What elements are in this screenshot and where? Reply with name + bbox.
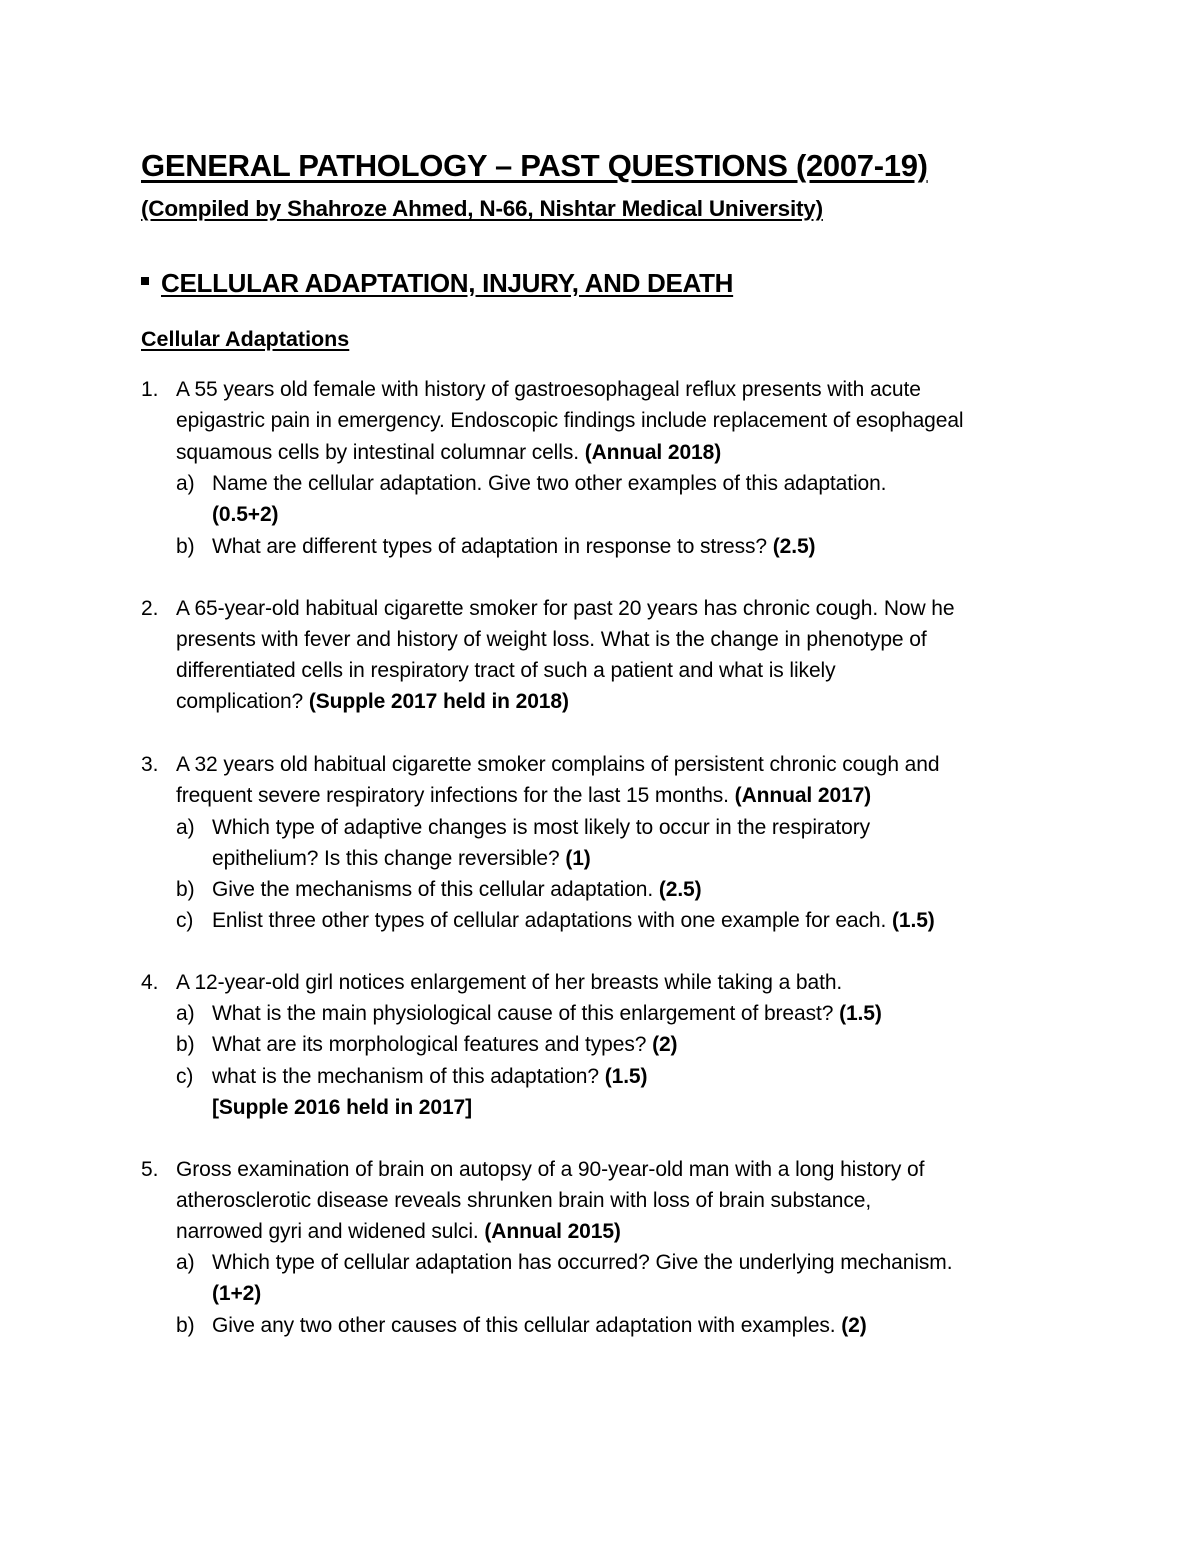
part-marks: (2.5) bbox=[772, 535, 816, 558]
part-marks: (2) bbox=[652, 1033, 678, 1056]
question-text-line: presents with fever and history of weight loss. What is the change in phenotype of bbox=[176, 628, 927, 651]
page-subtitle: (Compiled by Shahroze Ahmed, N-66, Nishtar Medical University) bbox=[141, 196, 823, 221]
question-text: narrowed gyri and widened sulci. bbox=[176, 1220, 479, 1243]
question-number: 2. bbox=[141, 597, 159, 620]
exam-source: (Annual 2017) bbox=[734, 784, 872, 807]
part-letter: c) bbox=[176, 909, 194, 932]
part-text bbox=[212, 1032, 677, 1058]
part-letter: a) bbox=[176, 816, 195, 839]
subsection-heading: Cellular Adaptations bbox=[141, 327, 350, 351]
question-text-line bbox=[176, 1219, 621, 1245]
question-number: 1. bbox=[141, 378, 159, 401]
part-letter: a) bbox=[176, 472, 195, 495]
part-marks: (1.5) bbox=[604, 1065, 648, 1088]
part-text bbox=[212, 877, 702, 903]
question-number: 4. bbox=[141, 971, 159, 994]
part-text bbox=[212, 1064, 647, 1090]
question-text-line bbox=[176, 783, 871, 809]
part-text: Name the cellular adaptation. Give two other examples of this adaptation. bbox=[212, 472, 887, 495]
question-text-line: Gross examination of brain on autopsy of a 90-year-old man with a long history of bbox=[176, 1158, 925, 1181]
part-text bbox=[212, 1313, 867, 1339]
question-text-line: A 12-year-old girl notices enlargement of her breasts while taking a bath. bbox=[176, 971, 843, 994]
question-number: 5. bbox=[141, 1158, 159, 1181]
part-text-content: Enlist three other types of cellular adaptations with one example for each. bbox=[212, 909, 887, 932]
part-marks: (1.5) bbox=[891, 909, 935, 932]
part-text: Which type of cellular adaptation has occurred? Give the underlying mechanism. bbox=[212, 1251, 953, 1274]
exam-source: (Supple 2017 held in 2018) bbox=[308, 690, 569, 713]
question-text-line: epigastric pain in emergency. Endoscopic findings include replacement of esophageal bbox=[176, 409, 964, 432]
part-text bbox=[212, 1001, 882, 1027]
part-marks: (1.5) bbox=[839, 1002, 882, 1025]
square-bullet-icon bbox=[141, 277, 149, 285]
exam-source: [Supple 2016 held in 2017] bbox=[212, 1096, 472, 1119]
part-text-content: Give the mechanisms of this cellular adaptation. bbox=[212, 878, 654, 901]
question-text: frequent severe respiratory infections for the last 15 months. bbox=[176, 784, 729, 807]
question-text-line: A 32 years old habitual cigarette smoker complains of persistent chronic cough and bbox=[176, 753, 940, 776]
part-letter: b) bbox=[176, 1314, 195, 1337]
part-text bbox=[212, 534, 815, 560]
question-text-line bbox=[176, 689, 569, 715]
part-text bbox=[212, 846, 591, 872]
question-text-line: atherosclerotic disease reveals shrunken brain with loss of brain substance, bbox=[176, 1189, 872, 1212]
question-text-line: A 65-year-old habitual cigarette smoker for past 20 years has chronic cough. Now he bbox=[176, 597, 955, 620]
part-text-content: What are different types of adaptation in response to stress? bbox=[212, 535, 768, 558]
part-marks: (1) bbox=[565, 847, 591, 870]
exam-source: (Annual 2018) bbox=[584, 441, 722, 464]
part-text-content: epithelium? Is this change reversible? bbox=[212, 847, 560, 870]
part-letter: a) bbox=[176, 1251, 195, 1274]
part-letter: b) bbox=[176, 1033, 195, 1056]
part-marks: (1+2) bbox=[212, 1282, 262, 1305]
page-title: GENERAL PATHOLOGY – PAST QUESTIONS (2007-19) bbox=[141, 148, 928, 183]
part-letter: c) bbox=[176, 1065, 194, 1088]
part-marks: (0.5+2) bbox=[212, 503, 279, 526]
part-text-content: Give any two other causes of this cellular adaptation with examples. bbox=[212, 1314, 836, 1337]
section-heading bbox=[141, 268, 733, 299]
exam-source: (Annual 2015) bbox=[484, 1220, 621, 1243]
part-letter: a) bbox=[176, 1002, 195, 1025]
part-letter: b) bbox=[176, 535, 195, 558]
part-text: Which type of adaptive changes is most likely to occur in the respiratory bbox=[212, 816, 871, 839]
part-text bbox=[212, 908, 935, 934]
question-number: 3. bbox=[141, 753, 159, 776]
question-text: complication? bbox=[176, 690, 304, 713]
question-text-line: A 55 years old female with history of gastroesophageal reflux presents with acute bbox=[176, 378, 921, 401]
question-text: squamous cells by intestinal columnar cells. bbox=[176, 441, 579, 464]
question-text-line bbox=[176, 440, 721, 466]
part-marks: (2.5) bbox=[658, 878, 702, 901]
section-heading-text: CELLULAR ADAPTATION, INJURY, AND DEATH bbox=[161, 268, 734, 298]
part-text-content: What is the main physiological cause of this enlargement of breast? bbox=[212, 1002, 834, 1025]
question-text-line: differentiated cells in respiratory tract of such a patient and what is likely bbox=[176, 659, 836, 682]
part-text-content: what is the mechanism of this adaptation? bbox=[212, 1065, 599, 1088]
part-marks: (2) bbox=[841, 1314, 867, 1337]
part-text-content: What are its morphological features and types? bbox=[212, 1033, 647, 1056]
part-letter: b) bbox=[176, 878, 195, 901]
